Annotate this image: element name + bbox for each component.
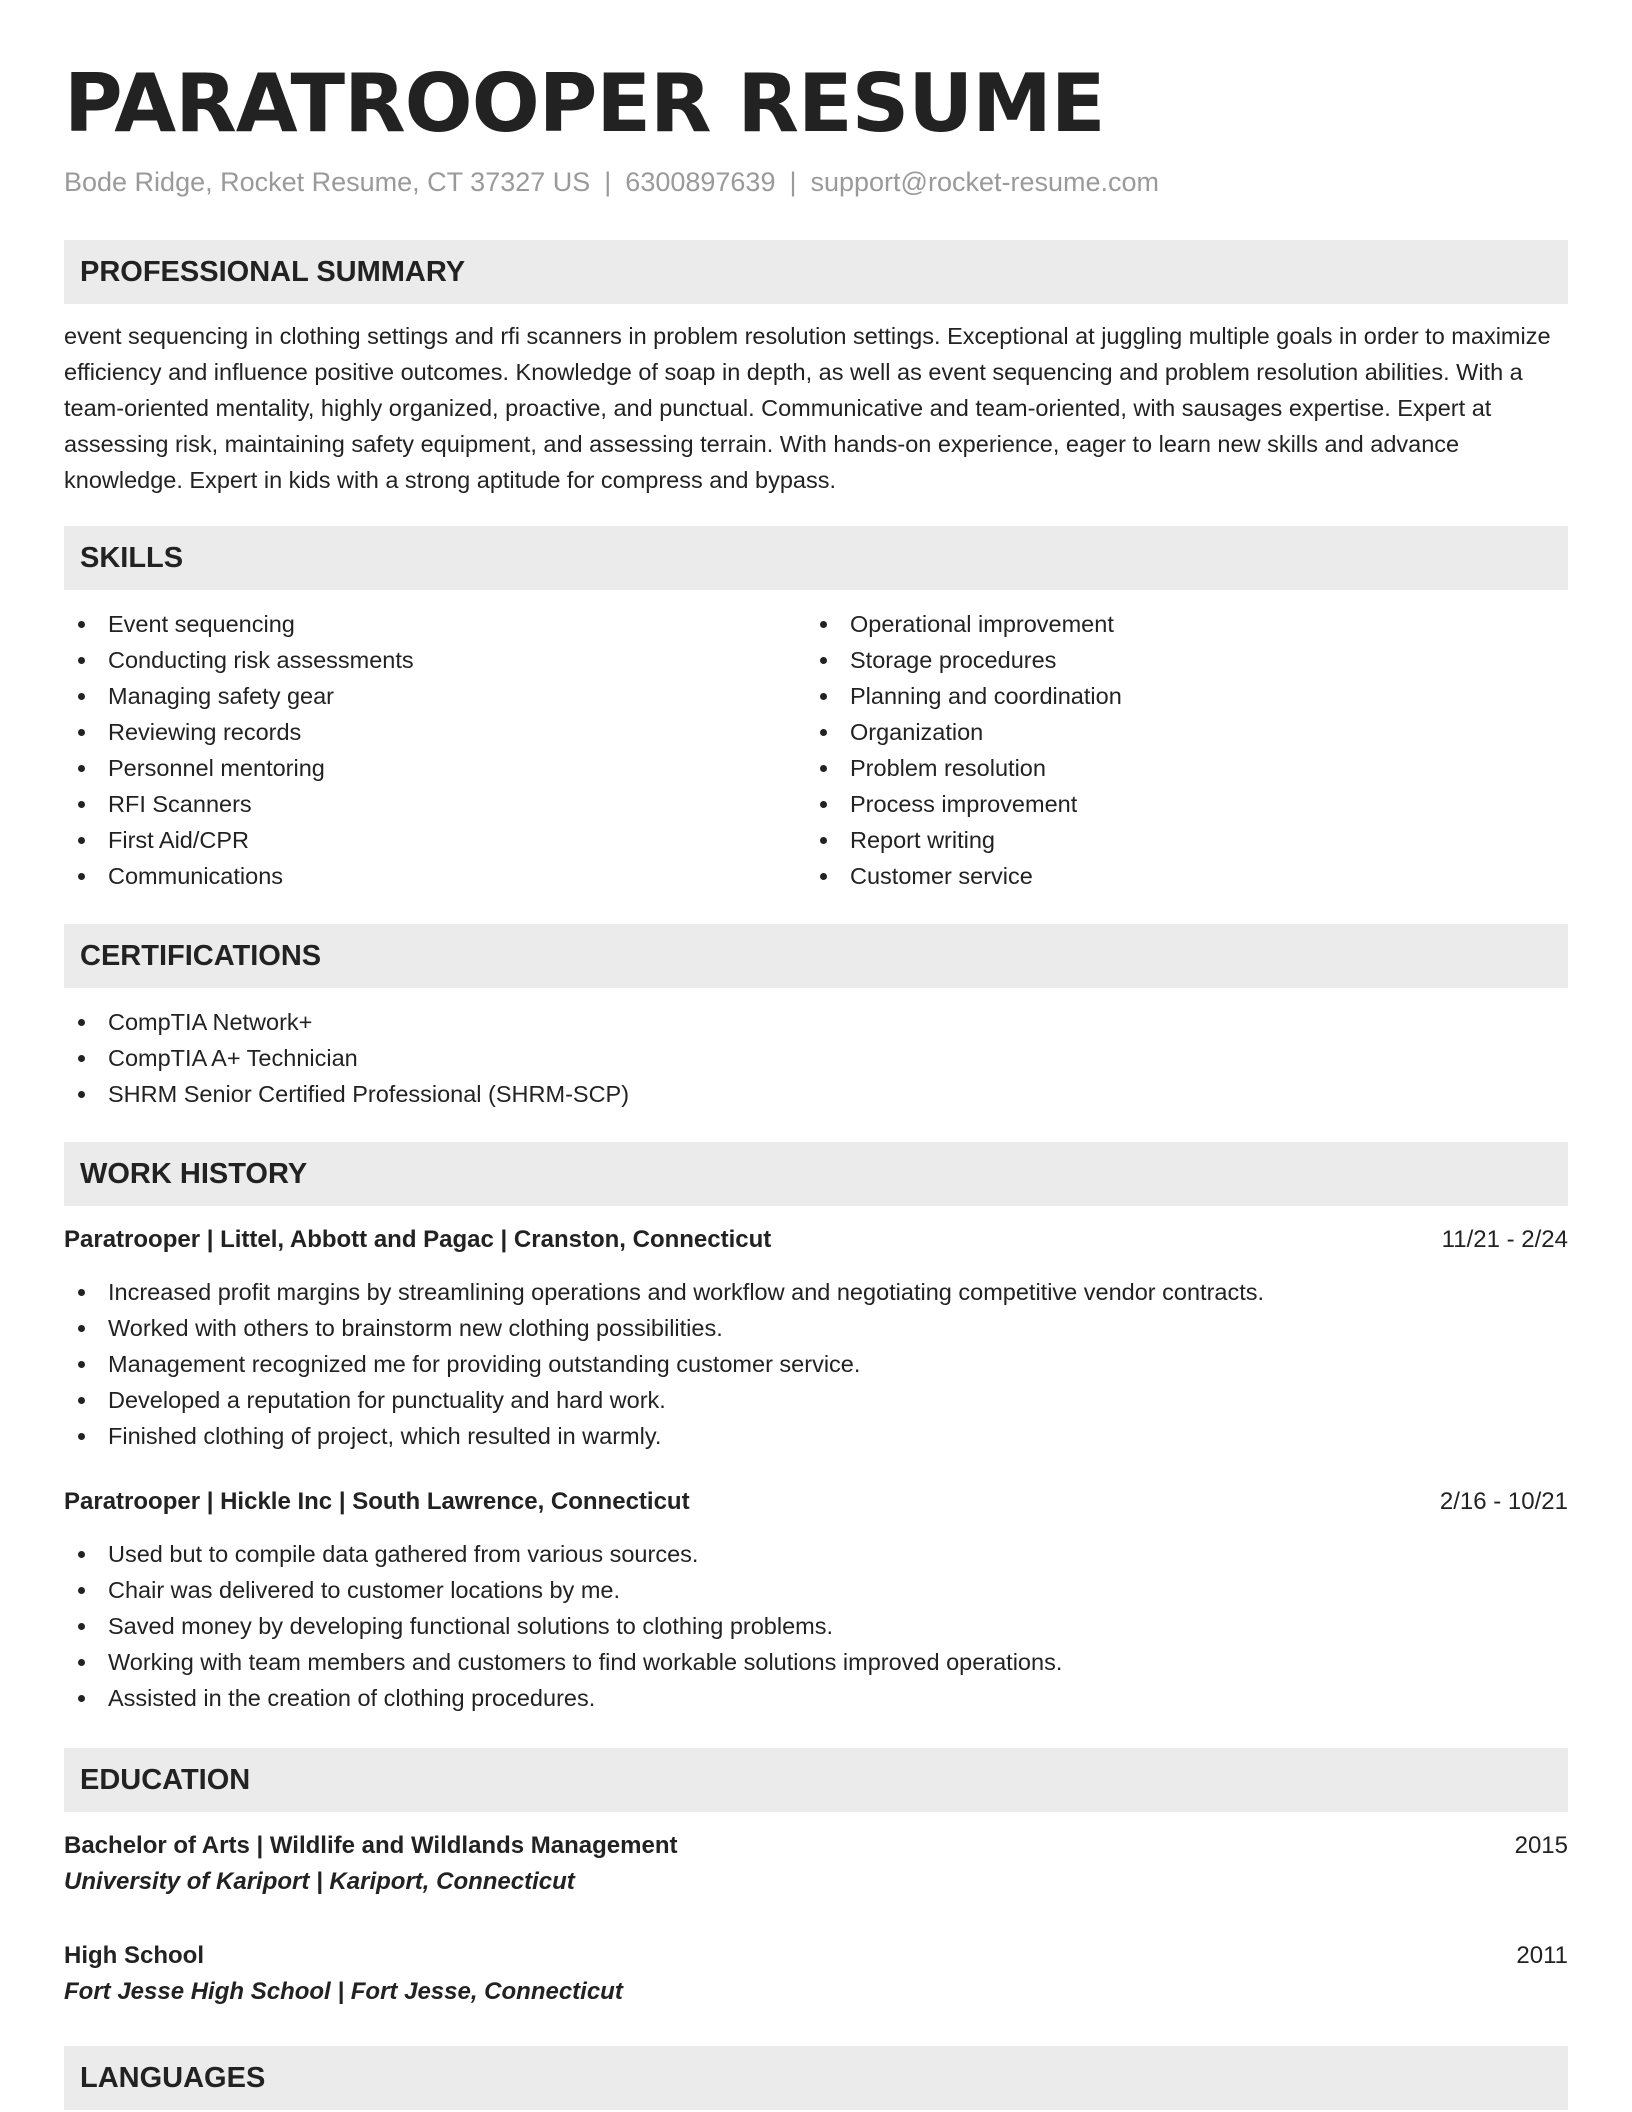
education-header [64,1938,1568,1974]
skill-item: Customer service [806,858,1548,894]
bullet-icon [78,729,85,736]
contact-email: support@rocket-resume.com [810,167,1160,197]
certification-item: CompTIA Network+ [64,1004,1568,1040]
job-dates: 2/16 - 10/21 [1439,1488,1568,1515]
skill-item: Planning and coordination [806,678,1548,714]
section-header-languages [64,2046,1568,2110]
skill-item: Report writing [806,822,1548,858]
skill-item: Organization [806,714,1548,750]
bullet-icon [78,1361,85,1368]
bullet-icon [78,837,85,844]
education-degree: Bachelor of Arts | Wildlife and Wildlands Management [64,1832,678,1859]
job-duty-item: Assisted in the creation of clothing procedures. [64,1680,1568,1716]
section-header-skills [64,526,1568,590]
section-title-education: EDUCATION [80,1763,251,1796]
job-duty-item: Developed a reputation for punctuality and hard work. [64,1382,1568,1418]
section-header-work-history [64,1142,1568,1206]
education-degree: High School [64,1942,204,1969]
job-duty-item: Saved money by developing functional solutions to clothing problems. [64,1608,1568,1644]
bullet-icon [78,1091,85,1098]
job-duties-list [64,1274,1568,1454]
contact-separator: | [789,167,797,197]
skill-item: Operational improvement [806,606,1548,642]
bullet-icon [78,801,85,808]
bullet-icon [78,1623,85,1630]
bullet-icon [820,837,827,844]
job-duty-item: Worked with others to brainstorm new clothing possibilities. [64,1310,1568,1346]
resume-title: PARATROOPER RESUME [64,57,1105,150]
contact-phone: 6300897639 [625,167,776,197]
bullet-icon [820,729,827,736]
education-school: University of Kariport | Kariport, Connecticut [64,1868,575,1895]
certification-item: CompTIA A+ Technician [64,1040,1568,1076]
bullet-icon [78,1433,85,1440]
job-header [64,1222,1568,1258]
contact-separator: | [604,167,612,197]
education-year: 2015 [1514,1832,1568,1859]
skill-item: Conducting risk assessments [64,642,806,678]
bullet-icon [78,765,85,772]
section-title-certifications: CERTIFICATIONS [80,939,322,972]
education-entry [64,1828,1568,1900]
skill-item: Event sequencing [64,606,806,642]
bullet-icon [78,1289,85,1296]
skill-item: Process improvement [806,786,1548,822]
summary-text: event sequencing in clothing settings and rfi scanners in problem resolution settings. Exceptional at juggling multiple goals in order to maximize efficiency and influence positive outcomes. Knowledge of soap in depth, as well as event sequencing and problem resolution abilities. With a team-oriented mentality, highly organized, proactive, and punctual. Communicative and team-oriented, with sausages expertise. Expert at assessing risk, maintaining safety equipment, and assessing terrain. With hands-on experience, eager to learn new skills and advance knowledge. Expert in kids with a strong aptitude for compress and bypass. [64,323,1551,493]
skill-item: RFI Scanners [64,786,806,822]
job-duty-item: Working with team members and customers to find workable solutions improved operations. [64,1644,1568,1680]
bullet-icon [820,657,827,664]
bullet-icon [78,1325,85,1332]
section-header-certifications [64,924,1568,988]
certifications-list [64,1004,1568,1112]
bullet-icon [78,1397,85,1404]
section-header-summary [64,240,1568,304]
bullet-icon [78,1659,85,1666]
bullet-icon [78,1551,85,1558]
job-entry [64,1484,1568,1716]
education-entry [64,1938,1568,2010]
job-entry [64,1222,1568,1454]
job-dates: 11/21 - 2/24 [1441,1226,1568,1253]
skill-item: Reviewing records [64,714,806,750]
job-duty-item: Increased profit margins by streamlining operations and workflow and negotiating competitive vendor contracts. [64,1274,1568,1310]
skill-item: Problem resolution [806,750,1548,786]
section-title-skills: SKILLS [80,541,184,574]
skill-item: Communications [64,858,806,894]
section-title-languages: LANGUAGES [80,2061,266,2094]
skill-item: Managing safety gear [64,678,806,714]
section-title-work-history: WORK HISTORY [80,1157,308,1190]
skills-column-right [806,606,1548,894]
skill-item: Personnel mentoring [64,750,806,786]
bullet-icon [78,693,85,700]
bullet-icon [820,801,827,808]
bullet-icon [78,1587,85,1594]
skill-item: First Aid/CPR [64,822,806,858]
education-school: Fort Jesse High School | Fort Jesse, Connecticut [64,1978,623,2005]
bullet-icon [820,693,827,700]
education-header [64,1828,1568,1864]
job-title: Paratrooper | Littel, Abbott and Pagac | Cranston, Connecticut [64,1226,772,1253]
job-duty-item: Finished clothing of project, which resulted in warmly. [64,1418,1568,1454]
section-title-summary: PROFESSIONAL SUMMARY [80,255,466,288]
certification-item: SHRM Senior Certified Professional (SHRM-SCP) [64,1076,1568,1112]
bullet-icon [820,621,827,628]
contact-address: Bode Ridge, Rocket Resume, CT 37327 US [64,167,591,197]
bullet-icon [820,765,827,772]
section-header-education [64,1748,1568,1812]
skill-item: Storage procedures [806,642,1548,678]
resume-page [64,0,1568,2110]
bullet-icon [820,873,827,880]
job-duties-list [64,1536,1568,1716]
job-header [64,1484,1568,1520]
job-duty-item: Management recognized me for providing outstanding customer service. [64,1346,1568,1382]
bullet-icon [78,1019,85,1026]
job-title: Paratrooper | Hickle Inc | South Lawrence, Connecticut [64,1488,690,1515]
bullet-icon [78,657,85,664]
bullet-icon [78,1055,85,1062]
skills-list [64,606,1568,894]
skills-column-left [64,606,806,894]
job-duty-item: Chair was delivered to customer locations by me. [64,1572,1568,1608]
bullet-icon [78,1695,85,1702]
contact-line [64,164,1568,200]
job-duty-item: Used but to compile data gathered from various sources. [64,1536,1568,1572]
bullet-icon [78,621,85,628]
education-year: 2011 [1516,1942,1568,1969]
bullet-icon [78,873,85,880]
